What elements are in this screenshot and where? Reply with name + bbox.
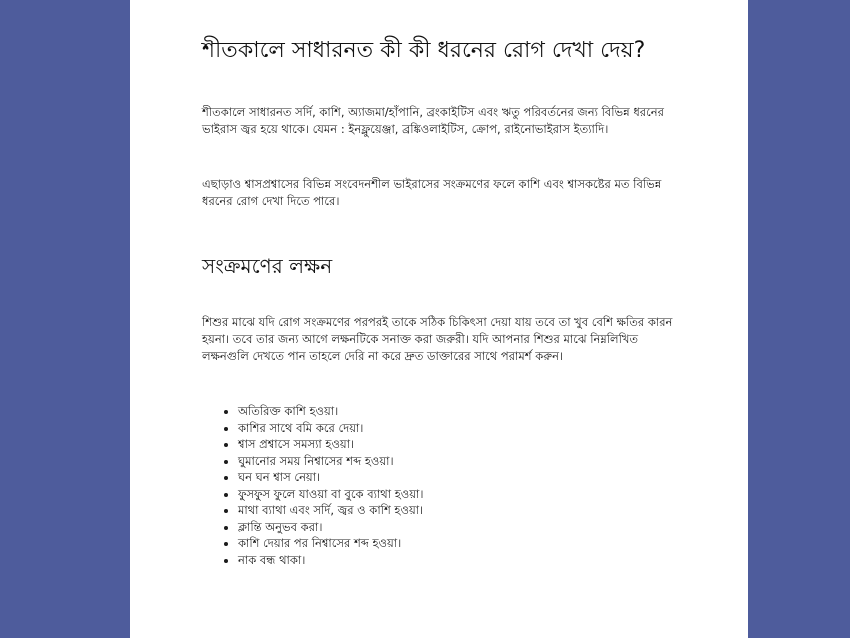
paragraph-symptom-advice: শিশুর মাঝে যদি রোগ সংক্রমণের পরপরই তাকে সঠিক চিকিৎসা দেয়া যায় তবে তা খুব বেশি ক্ষতির কারন হয়না। তবে তার জন্য আগে লক্ষনটিকে সনাক্ত করা জরুরী। যদি আপনার শিশুর মাঝে নিম্নলিখিত লক্ষনগুলি দেখতে পান তাহলে দেরি না করে দ্রুত ডাক্তারের সাথে পরামর্শ করুন।	[202, 315, 673, 363]
document-page	[130, 0, 748, 638]
list-item: • ফুসফুস ফুলে যাওয়া বা বুকে ব্যাথা হওয়া।	[238, 486, 688, 503]
heading-infection-symptoms: সংক্রমণের লক্ষন	[202, 254, 333, 278]
paragraph-winter-diseases: শীতকালে সাধারনত সর্দি, কাশি, অ্যাজমা/হাঁপানি, ব্রংকাইটিস এবং ঋতু পরিবর্তনের জন্য বিভিন্ন ধরনের ভাইরাস জ্বর হয়ে থাকে। যেমন : ইনফ্লুয়েঞ্জা, ব্রঙ্কিওলাইটিস, ক্রোপ, রাইনোভাইরাস ইত্যাদি।	[202, 105, 664, 136]
heading-common-winter-diseases: শীতকালে সাধারনত কী কী ধরনের রোগ দেখা দেয়?	[202, 38, 646, 63]
list-item: • কাশি দেয়ার পর নিশ্বাসের শব্দ হওয়া।	[238, 535, 688, 552]
list-item: • মাথা ব্যাথা এবং সর্দি, জ্বর ও কাশি হওয়া।	[238, 502, 688, 519]
list-item: • নাক বন্ধ থাকা।	[238, 552, 688, 569]
symptom-list	[202, 403, 688, 568]
list-item: • শ্বাস প্রশ্বাসে সমস্যা হওয়া।	[238, 436, 688, 453]
list-item: • ক্লান্তি অনুভব করা।	[238, 519, 688, 536]
list-item: • ঘুমানোর সময় নিশ্বাসের শব্দ হওয়া।	[238, 453, 688, 470]
paragraph-respiratory-viruses: এছাড়াও শ্বাসপ্রশ্বাসের বিভিন্ন সংবেদনশীল ভাইরাসের সংক্রমণের ফলে কাশি এবং শ্বাসকষ্টের মত বিভিন্ন ধরনের রোগ দেখা দিতে পারে।	[202, 177, 662, 208]
list-item: • ঘন ঘন শ্বাস নেয়া।	[238, 469, 688, 486]
list-item: • অতিরিক্ত কাশি হওয়া।	[238, 403, 688, 420]
list-item: • কাশির সাথে বমি করে দেয়া।	[238, 420, 688, 437]
